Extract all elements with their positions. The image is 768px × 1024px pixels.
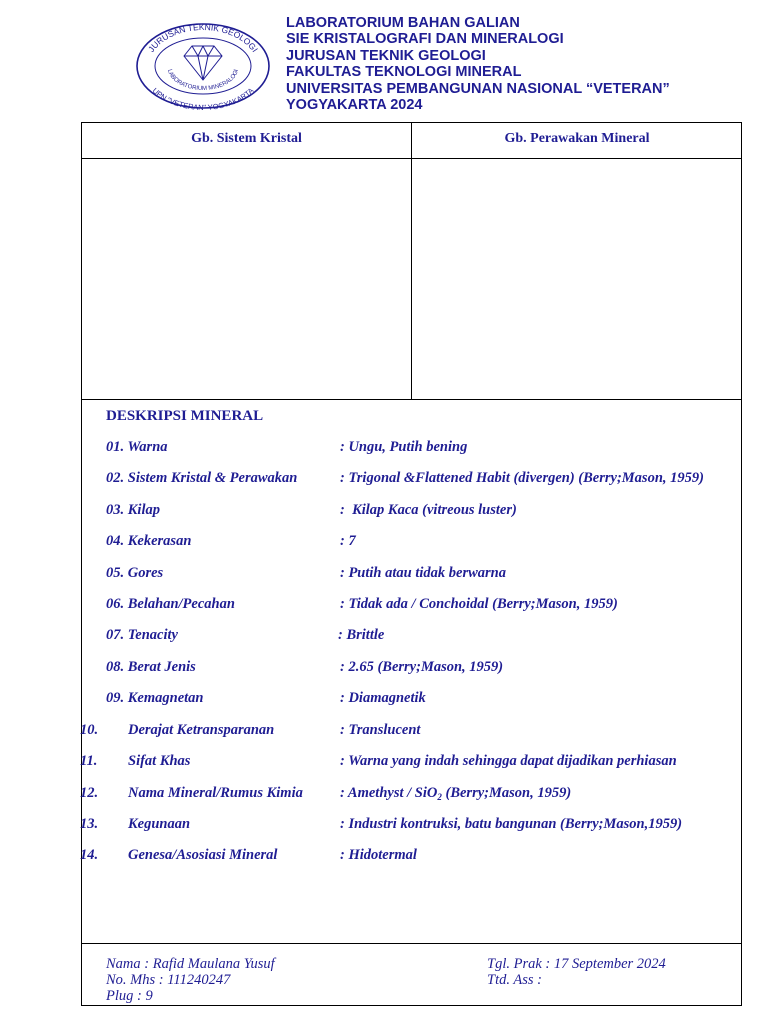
description-label: Kegunaan: [128, 816, 191, 832]
description-row: [0, 722, 768, 742]
university-logo: [134, 22, 272, 110]
logo-bottom-text: UPN "VETERAN" YOGYAKARTA: [150, 85, 256, 110]
header-line: JURUSAN TEKNIK GEOLOGI: [286, 47, 486, 64]
description-value: : 7: [340, 533, 356, 549]
description-value: : Diamagnetik: [340, 690, 426, 706]
header-title-block: [286, 15, 756, 113]
table-divider: [81, 943, 742, 944]
mineral-habit-drawing-area: [412, 159, 741, 399]
description-label: 08. Berat Jenis: [106, 659, 196, 675]
description-label: Nama Mineral/Rumus Kimia: [128, 785, 303, 801]
description-number: 11.: [80, 753, 98, 769]
header-line: SIE KRISTALOGRAFI DAN MINERALOGI: [286, 31, 564, 48]
description-row: [0, 816, 768, 836]
description-number: 12.: [80, 785, 99, 801]
value-subscript: 2: [437, 792, 442, 802]
description-value: : Industri kontruksi, batu bangunan (Berry;Mason,1959): [340, 816, 683, 832]
value-text: (Berry;Mason, 1959): [441, 785, 572, 801]
plug-number: Plug : 9: [106, 988, 153, 1004]
column-header-mineral-habit: Gb. Perawakan Mineral: [504, 131, 650, 146]
crystal-system-drawing-area: [82, 159, 411, 399]
description-value: : Ungu, Putih bening: [340, 439, 468, 455]
description-row: [0, 439, 768, 459]
description-row: [0, 785, 768, 805]
practicum-info: [487, 956, 666, 988]
description-value: [340, 785, 571, 802]
description-value: : Tidak ada / Conchoidal (Berry;Mason, 1959): [340, 596, 618, 612]
description-row: [0, 847, 768, 867]
table-divider: [81, 399, 742, 400]
logo-middle-text: LABORATORIUM MINERALOGI: [166, 68, 240, 93]
description-value: : Brittle: [338, 627, 385, 643]
description-value: : Hidotermal: [340, 847, 417, 863]
description-value: : 2.65 (Berry;Mason, 1959): [340, 659, 504, 675]
description-value: : Kilap Kaca (vitreous luster): [340, 502, 517, 518]
description-number: 14.: [80, 847, 99, 863]
value-text: : Amethyst / SiO: [340, 785, 438, 801]
description-number: 10.: [80, 722, 99, 738]
description-row: [0, 533, 768, 553]
description-value: : Warna yang indah sehingga dapat dijadikan perhiasan: [340, 753, 677, 769]
header-line: UNIVERSITAS PEMBANGUNAN NASIONAL “VETERAN”: [286, 80, 670, 97]
student-name: Nama : Rafid Maulana Yusuf: [106, 956, 275, 972]
column-header-crystal-system: Gb. Sistem Kristal: [191, 131, 302, 146]
description-row: [0, 690, 768, 710]
description-number: 13.: [80, 816, 99, 832]
description-row: [0, 565, 768, 585]
description-label: 04. Kekerasan: [106, 533, 192, 549]
header-line: FAKULTAS TEKNOLOGI MINERAL: [286, 64, 522, 81]
assistant-signature: Ttd. Ass :: [487, 972, 542, 988]
description-label: 02. Sistem Kristal & Perawakan: [106, 470, 298, 486]
description-label: 03. Kilap: [106, 502, 160, 518]
description-row: [0, 659, 768, 679]
student-info: [106, 956, 275, 1004]
description-value: : Translucent: [340, 722, 421, 738]
description-row: [0, 502, 768, 522]
student-id: No. Mhs : 111240247: [106, 972, 231, 988]
header-line: YOGYAKARTA 2024: [286, 97, 423, 114]
description-label: 05. Gores: [106, 565, 164, 581]
description-label: 01. Warna: [106, 439, 168, 455]
description-value: : Trigonal &Flattened Habit (divergen) (Berry;Mason, 1959): [340, 470, 704, 486]
description-row: [0, 470, 768, 490]
description-label: Sifat Khas: [128, 753, 191, 769]
description-label: 09. Kemagnetan: [106, 690, 204, 706]
description-label: Genesa/Asosiasi Mineral: [128, 847, 278, 863]
logo-top-text: JURUSAN TEKNIK GEOLOGI: [146, 22, 261, 54]
description-label: 06. Belahan/Pecahan: [106, 596, 235, 612]
description-row: [0, 596, 768, 616]
description-label: 07. Tenacity: [106, 627, 178, 643]
description-row: [0, 627, 768, 647]
header-line: LABORATORIUM BAHAN GALIAN: [286, 15, 520, 31]
practicum-date: Tgl. Prak : 17 September 2024: [487, 956, 666, 972]
description-label: Derajat Ketransparanan: [128, 722, 275, 738]
description-title: DESKRIPSI MINERAL: [106, 408, 264, 424]
description-row: [0, 753, 768, 773]
description-value: : Putih atau tidak berwarna: [340, 565, 506, 581]
